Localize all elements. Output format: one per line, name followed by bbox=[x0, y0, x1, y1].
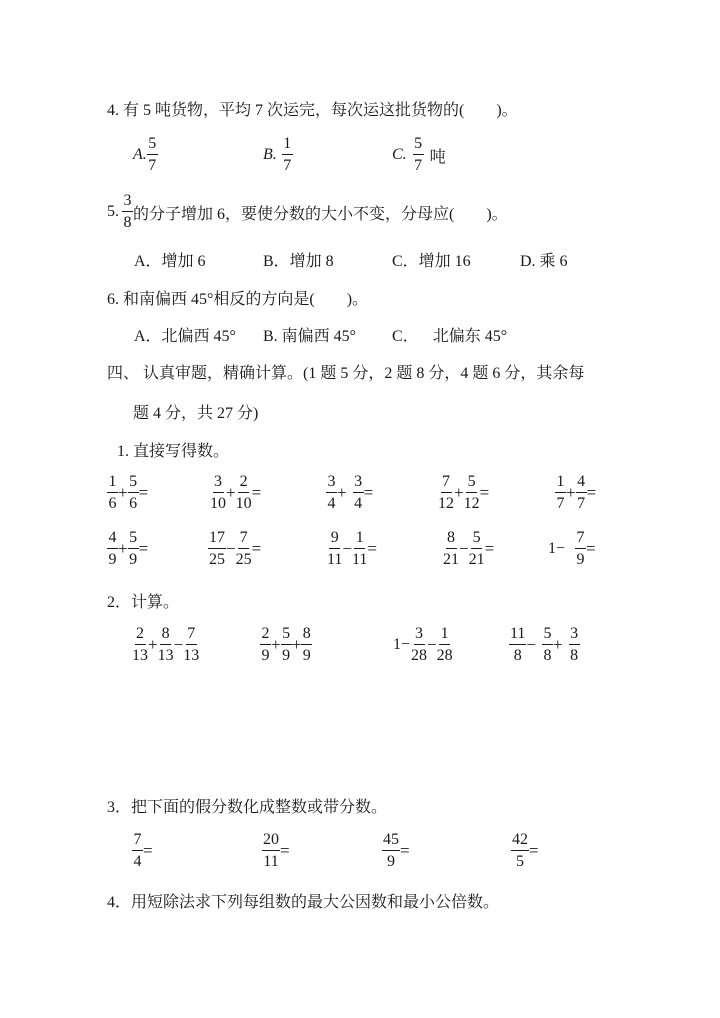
expression bbox=[509, 626, 580, 664]
fraction bbox=[147, 136, 158, 174]
conversion bbox=[511, 832, 539, 870]
equals: = bbox=[363, 483, 374, 502]
numerator: 5 bbox=[147, 136, 158, 155]
operator: − bbox=[427, 635, 437, 654]
numerator: 7 bbox=[575, 530, 586, 549]
numerator: 1 bbox=[439, 626, 450, 645]
denominator: 4 bbox=[354, 495, 363, 512]
whole-number: 1− bbox=[548, 540, 566, 557]
numerator: 4 bbox=[107, 530, 118, 549]
equals: = bbox=[586, 539, 596, 558]
numerator: 45 bbox=[382, 832, 400, 851]
section-heading-cont: 题 4 分，共 27 分) bbox=[133, 405, 259, 422]
numerator: 9 bbox=[329, 530, 340, 549]
denominator: 12 bbox=[438, 495, 454, 512]
numerator: 1 bbox=[555, 474, 566, 493]
operator: − bbox=[342, 539, 352, 558]
denominator: 7 bbox=[414, 157, 423, 174]
equation bbox=[208, 530, 261, 568]
operator: + bbox=[454, 483, 464, 502]
numerator: 8 bbox=[160, 626, 171, 645]
equals: = bbox=[479, 483, 490, 502]
q6-option-a[interactable]: A．北偏西 45° bbox=[134, 328, 236, 345]
q5-stem bbox=[107, 193, 508, 231]
part1-title: 1. 直接写得数。 bbox=[117, 443, 230, 460]
equals: = bbox=[400, 841, 410, 860]
q5-option-c[interactable]: C．增加 16 bbox=[392, 253, 471, 270]
operator: − bbox=[526, 635, 536, 654]
q5-option-b[interactable]: B．增加 8 bbox=[263, 253, 334, 270]
equals: = bbox=[586, 483, 597, 502]
numerator: 3 bbox=[326, 474, 337, 493]
operator: − bbox=[226, 539, 236, 558]
numerator: 2 bbox=[238, 474, 249, 493]
denominator: 5 bbox=[516, 853, 524, 870]
denominator: 9 bbox=[261, 647, 270, 664]
denominator: 6 bbox=[129, 495, 138, 512]
denominator: 7 bbox=[556, 495, 565, 512]
denominator: 25 bbox=[209, 551, 225, 568]
denominator: 21 bbox=[443, 551, 459, 568]
numerator: 7 bbox=[441, 474, 452, 493]
numerator: 5 bbox=[413, 136, 424, 155]
option-label: C． bbox=[392, 328, 419, 345]
numerator: 3 bbox=[213, 474, 224, 493]
operator: + bbox=[226, 483, 236, 502]
part2-title: 2．计算。 bbox=[107, 594, 180, 611]
denominator: 8 bbox=[570, 647, 579, 664]
part3-title: 3．把下面的假分数化成整数或带分数。 bbox=[107, 799, 388, 816]
operator: + bbox=[291, 635, 302, 654]
numerator: 5 bbox=[466, 474, 477, 493]
fraction bbox=[413, 136, 424, 174]
option-label: B. bbox=[263, 146, 277, 163]
whole-number: 1− bbox=[393, 636, 411, 653]
operator: + bbox=[566, 483, 576, 502]
equation bbox=[548, 530, 596, 568]
numerator: 1 bbox=[354, 530, 365, 549]
operator: + bbox=[118, 539, 128, 558]
denominator: 8 bbox=[513, 647, 522, 664]
numerator: 5 bbox=[471, 530, 482, 549]
q5-option-a[interactable]: A．增加 6 bbox=[134, 253, 206, 270]
part4-title: 4．用短除法求下列每组数的最大公因数和最小公倍数。 bbox=[107, 894, 500, 911]
numerator: 5 bbox=[281, 626, 292, 645]
equals: = bbox=[529, 841, 539, 860]
equation bbox=[107, 530, 148, 568]
section-heading: 四、 认真审题，精确计算。(1 题 5 分，2 题 8 分，4 题 6 分，其余每 bbox=[107, 365, 585, 382]
equals: = bbox=[138, 539, 149, 558]
denominator: 9 bbox=[129, 551, 138, 568]
equals: = bbox=[251, 483, 262, 502]
denominator: 11 bbox=[352, 551, 368, 568]
numerator: 3 bbox=[414, 626, 425, 645]
q6-option-c[interactable] bbox=[392, 323, 507, 346]
numerator: 11 bbox=[509, 626, 526, 645]
denominator: 9 bbox=[576, 551, 585, 568]
denominator: 13 bbox=[157, 647, 174, 664]
equation bbox=[107, 474, 148, 512]
equation bbox=[443, 530, 494, 568]
numerator: 5 bbox=[542, 626, 553, 645]
denominator: 6 bbox=[108, 495, 117, 512]
equation bbox=[327, 530, 377, 568]
equation bbox=[555, 474, 596, 512]
denominator: 9 bbox=[108, 551, 117, 568]
q5-option-d[interactable]: D. 乘 6 bbox=[520, 253, 568, 270]
option-text: 北偏东 45° bbox=[432, 328, 508, 345]
fraction bbox=[122, 193, 133, 231]
denominator: 10 bbox=[210, 495, 226, 512]
equals: = bbox=[484, 539, 495, 558]
option-label: C. bbox=[392, 146, 407, 163]
numerator: 4 bbox=[576, 474, 587, 493]
expression bbox=[132, 626, 199, 664]
q6-option-b[interactable]: B. 南偏西 45° bbox=[263, 328, 357, 345]
denominator: 11 bbox=[263, 853, 279, 870]
denominator: 9 bbox=[387, 853, 395, 870]
operator: + bbox=[118, 483, 128, 502]
equation bbox=[210, 474, 261, 512]
conversion bbox=[132, 832, 153, 870]
denominator: 28 bbox=[411, 647, 428, 664]
denominator: 4 bbox=[133, 853, 142, 870]
expression bbox=[260, 626, 312, 664]
numerator: 5 bbox=[128, 530, 139, 549]
numerator: 2 bbox=[135, 626, 146, 645]
denominator: 21 bbox=[468, 551, 485, 568]
q4-option-a[interactable] bbox=[133, 136, 158, 174]
operator: + bbox=[553, 635, 563, 654]
numerator: 20 bbox=[262, 832, 280, 851]
q5-text: 的分子增加 6，要使分数的大小不变，分母应( )。 bbox=[133, 205, 508, 223]
numerator: 3 bbox=[353, 474, 364, 493]
denominator: 4 bbox=[327, 495, 336, 512]
denominator: 7 bbox=[148, 157, 157, 174]
denominator: 7 bbox=[577, 495, 586, 512]
q4-option-b[interactable] bbox=[263, 136, 293, 174]
operator: − bbox=[173, 635, 184, 654]
numerator: 8 bbox=[446, 530, 457, 549]
denominator: 9 bbox=[282, 647, 291, 664]
denominator: 8 bbox=[543, 647, 552, 664]
numerator: 7 bbox=[132, 832, 143, 851]
conversion bbox=[262, 832, 290, 870]
denominator: 12 bbox=[463, 495, 480, 512]
numerator: 3 bbox=[122, 193, 133, 212]
equals: = bbox=[251, 539, 262, 558]
denominator: 13 bbox=[183, 647, 200, 664]
unit-text: 吨 bbox=[429, 148, 446, 166]
equation bbox=[326, 474, 373, 512]
numerator: 1 bbox=[107, 474, 118, 493]
operator: + bbox=[271, 635, 281, 654]
q4-stem: 4. 有 5 吨货物，平均 7 次运完，每次运这批货物的( )。 bbox=[107, 102, 518, 119]
fraction bbox=[282, 136, 293, 174]
numerator: 1 bbox=[282, 136, 293, 155]
numerator: 2 bbox=[260, 626, 271, 645]
numerator: 3 bbox=[569, 626, 580, 645]
denominator: 28 bbox=[436, 647, 453, 664]
equals: = bbox=[280, 841, 290, 860]
equation bbox=[438, 474, 489, 512]
equals: = bbox=[367, 539, 377, 558]
denominator: 13 bbox=[132, 647, 148, 664]
numerator: 7 bbox=[238, 530, 249, 549]
denominator: 25 bbox=[235, 551, 252, 568]
equals: = bbox=[143, 841, 153, 860]
numerator: 7 bbox=[186, 626, 197, 645]
numerator: 42 bbox=[511, 832, 529, 851]
option-label: A. bbox=[133, 146, 147, 163]
q4-option-c[interactable] bbox=[392, 136, 446, 174]
denominator: 9 bbox=[302, 647, 311, 664]
numerator: 17 bbox=[208, 530, 226, 549]
q5-number: 5. bbox=[107, 203, 119, 220]
conversion bbox=[382, 832, 410, 870]
numerator: 5 bbox=[128, 474, 139, 493]
denominator: 10 bbox=[235, 495, 252, 512]
operator: − bbox=[459, 539, 469, 558]
denominator: 8 bbox=[123, 214, 132, 231]
denominator: 7 bbox=[283, 157, 292, 174]
denominator: 11 bbox=[327, 551, 343, 568]
operator: + bbox=[337, 483, 347, 502]
operator: + bbox=[148, 635, 158, 654]
q6-stem: 6. 和南偏西 45°相反的方向是( )。 bbox=[107, 291, 369, 308]
numerator: 8 bbox=[301, 626, 312, 645]
equals: = bbox=[138, 483, 149, 502]
expression bbox=[393, 626, 453, 664]
